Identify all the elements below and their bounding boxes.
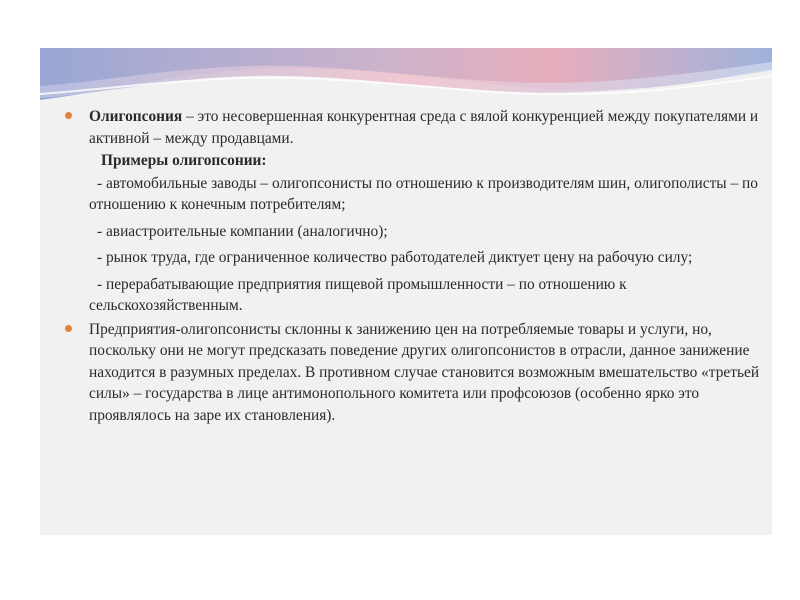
bullet-definition [62, 106, 762, 149]
example-item: - рынок труда, где ограниченное количество работодателей диктует цену на рабочую силу; [97, 249, 693, 266]
example-item: - автомобильные заводы – олигопсонисты по отношению к производителям шин, олигополисты – по отношению к конечным потребителям; [89, 174, 758, 213]
bullet-icon [65, 112, 72, 119]
bullet-icon [65, 325, 72, 332]
definition-text: – это несовершенная конкурентная среда с вялой конкуренцией между покупателями и активной – между продавцами. [89, 108, 759, 147]
term: Олигопсония [89, 108, 183, 125]
slide [40, 48, 772, 535]
examples-heading: Примеры олигопсонии: [101, 152, 267, 169]
example-item: - перерабатывающие предприятия пищевой промышленности – по отношению к сельскохозяйственным. [89, 275, 627, 314]
decorative-wave-header [40, 48, 772, 108]
paragraph-text: Предприятия-олигопсонисты склонны к занижению цен на потребляемые товары и услуги, но, поскольку они не могут предсказать поведение других олигопсонистов в отрасли, данное занижение находится в разумных пределах. В противном случае становится возможным вмешательство «третьей силы» – государства в лице антимонопольного комитета или профсоюзов (особенно ярко это проявлялось на заре их становления). [89, 320, 760, 424]
example-item: - авиастроительные компании (аналогично); [97, 222, 388, 240]
bullet-paragraph [62, 319, 762, 427]
slide-content [62, 106, 762, 426]
